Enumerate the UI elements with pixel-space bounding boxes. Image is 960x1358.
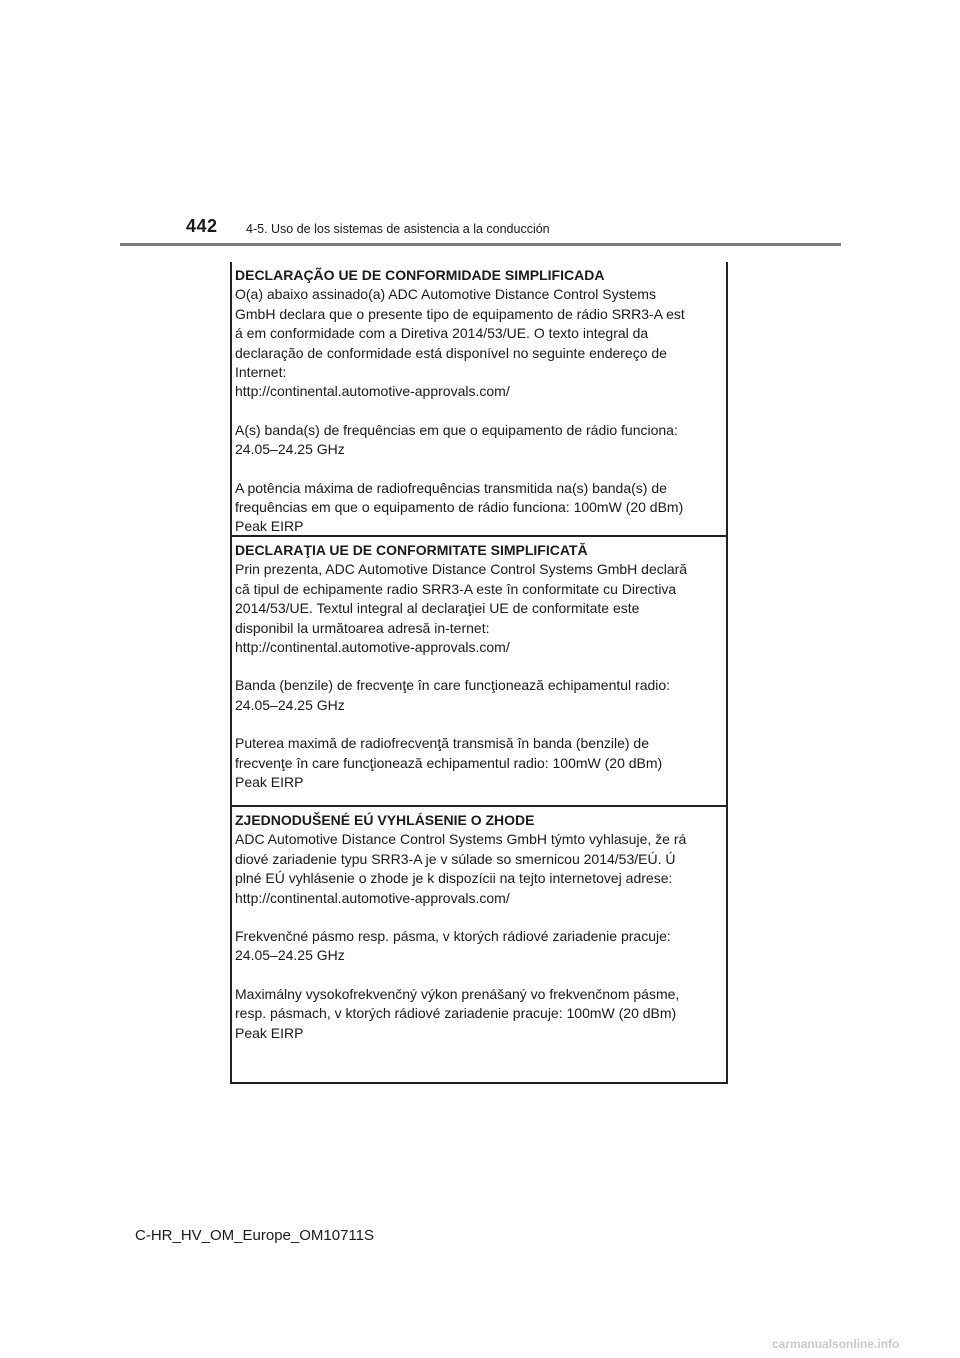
declaration-line: disponibil la următoarea adresă in-ternet: xyxy=(235,619,490,636)
declaration-url: http://continental.automotive-approvals.com/ xyxy=(235,639,510,656)
max-power-line: Peak EIRP xyxy=(235,1024,304,1041)
paragraph-gap xyxy=(235,402,726,421)
max-power-line: frecvenţe în care funcţionează echipamentul radio: 100mW (20 dBm) xyxy=(235,754,663,771)
declaration-block-pt xyxy=(232,262,726,535)
declaration-heading: DECLARAÇÃO UE DE CONFORMIDADE SIMPLIFICADA xyxy=(235,267,605,283)
declaration-line: diové zariadenie typu SRR3-A je v súlade so smernicou 2014/53/EÚ. Ú xyxy=(235,850,676,867)
declaration-line: 2014/53/UE. Textul integral al declaraţiei UE de conformitate este xyxy=(235,600,640,617)
header-rule xyxy=(120,243,841,246)
max-power-line: A potência máxima de radiofrequências transmitida na(s) banda(s) de xyxy=(235,479,667,496)
declaration-line: á em conformidade com a Diretiva 2014/53/UE. O texto integral da xyxy=(235,325,649,342)
frequency-band-line: A(s) banda(s) de frequências em que o equipamento de rádio funciona: xyxy=(235,421,678,438)
frequency-band-line: Banda (benzile) de frecvenţe în care funcţionează echipamentul radio: xyxy=(235,677,671,694)
declaration-line: plné EÚ vyhlásenie o zhode je k dispozícii na tejto internetovej adrese: xyxy=(235,870,673,887)
declaration-heading: DECLARAŢIA UE DE CONFORMITATE SIMPLIFICATĂ xyxy=(235,542,588,558)
declaration-line: declaração de conformidade está disponível no seguinte endereço de xyxy=(235,344,667,361)
paragraph-gap xyxy=(235,460,726,479)
max-power-line: Puterea maximă de radiofrecvenţă transmisă în banda (benzile) de xyxy=(235,735,649,752)
declaration-url: http://continental.automotive-approvals.com/ xyxy=(235,383,510,400)
declaration-line: GmbH declara que o presente tipo de equipamento de rádio SRR3-A est xyxy=(235,305,685,322)
paragraph-gap xyxy=(235,657,726,676)
frequency-band-value: 24.05–24.25 GHz xyxy=(235,696,345,713)
section-title: 4-5. Uso de los sistemas de asistencia a la conducción xyxy=(246,222,550,236)
declaration-line: Internet: xyxy=(235,364,287,381)
max-power-line: Maximálny vysokofrekvenčný výkon prenášaný vo frekvenčnom pásme, xyxy=(235,985,680,1002)
frequency-band-line: Frekvenčné pásmo resp. pásma, v ktorých rádiové zariadenie pracuje: xyxy=(235,928,671,945)
declaration-line: că tipul de echipamente radio SRR3-A este în conformitate cu Directiva xyxy=(235,580,677,597)
declaration-heading: ZJEDNODUŠENÉ EÚ VYHLÁSENIE O ZHODE xyxy=(235,812,535,828)
paragraph-gap xyxy=(235,966,726,985)
frequency-band-value: 24.05–24.25 GHz xyxy=(235,947,345,964)
frequency-band-value: 24.05–24.25 GHz xyxy=(235,441,345,458)
max-power-line: Peak EIRP xyxy=(235,518,304,535)
watermark: carmanualsonline.info xyxy=(772,1337,900,1351)
max-power-line: Peak EIRP xyxy=(235,774,304,791)
paragraph-gap xyxy=(235,715,726,734)
declaration-block-sk xyxy=(232,805,726,1082)
max-power-line: frequências em que o equipamento de rádio funciona: 100mW (20 dBm) xyxy=(235,499,684,516)
declaration-line: Prin prezenta, ADC Automotive Distance Control Systems GmbH declară xyxy=(235,561,688,578)
declaration-line: ADC Automotive Distance Control Systems GmbH týmto vyhlasuje, že rá xyxy=(235,831,687,848)
paragraph-gap xyxy=(235,908,726,927)
declaration-block-ro xyxy=(232,535,726,805)
document-code: C-HR_HV_OM_Europe_OM10711S xyxy=(135,1227,374,1244)
declaration-line: O(a) abaixo assinado(a) ADC Automotive Distance Control Systems xyxy=(235,286,656,303)
page-number: 442 xyxy=(186,216,218,236)
declaration-url: http://continental.automotive-approvals.com/ xyxy=(235,889,510,906)
max-power-line: resp. pásmach, v ktorých rádiové zariadenie pracuje: 100mW (20 dBm) xyxy=(235,1005,677,1022)
declaration-table xyxy=(230,262,728,1084)
